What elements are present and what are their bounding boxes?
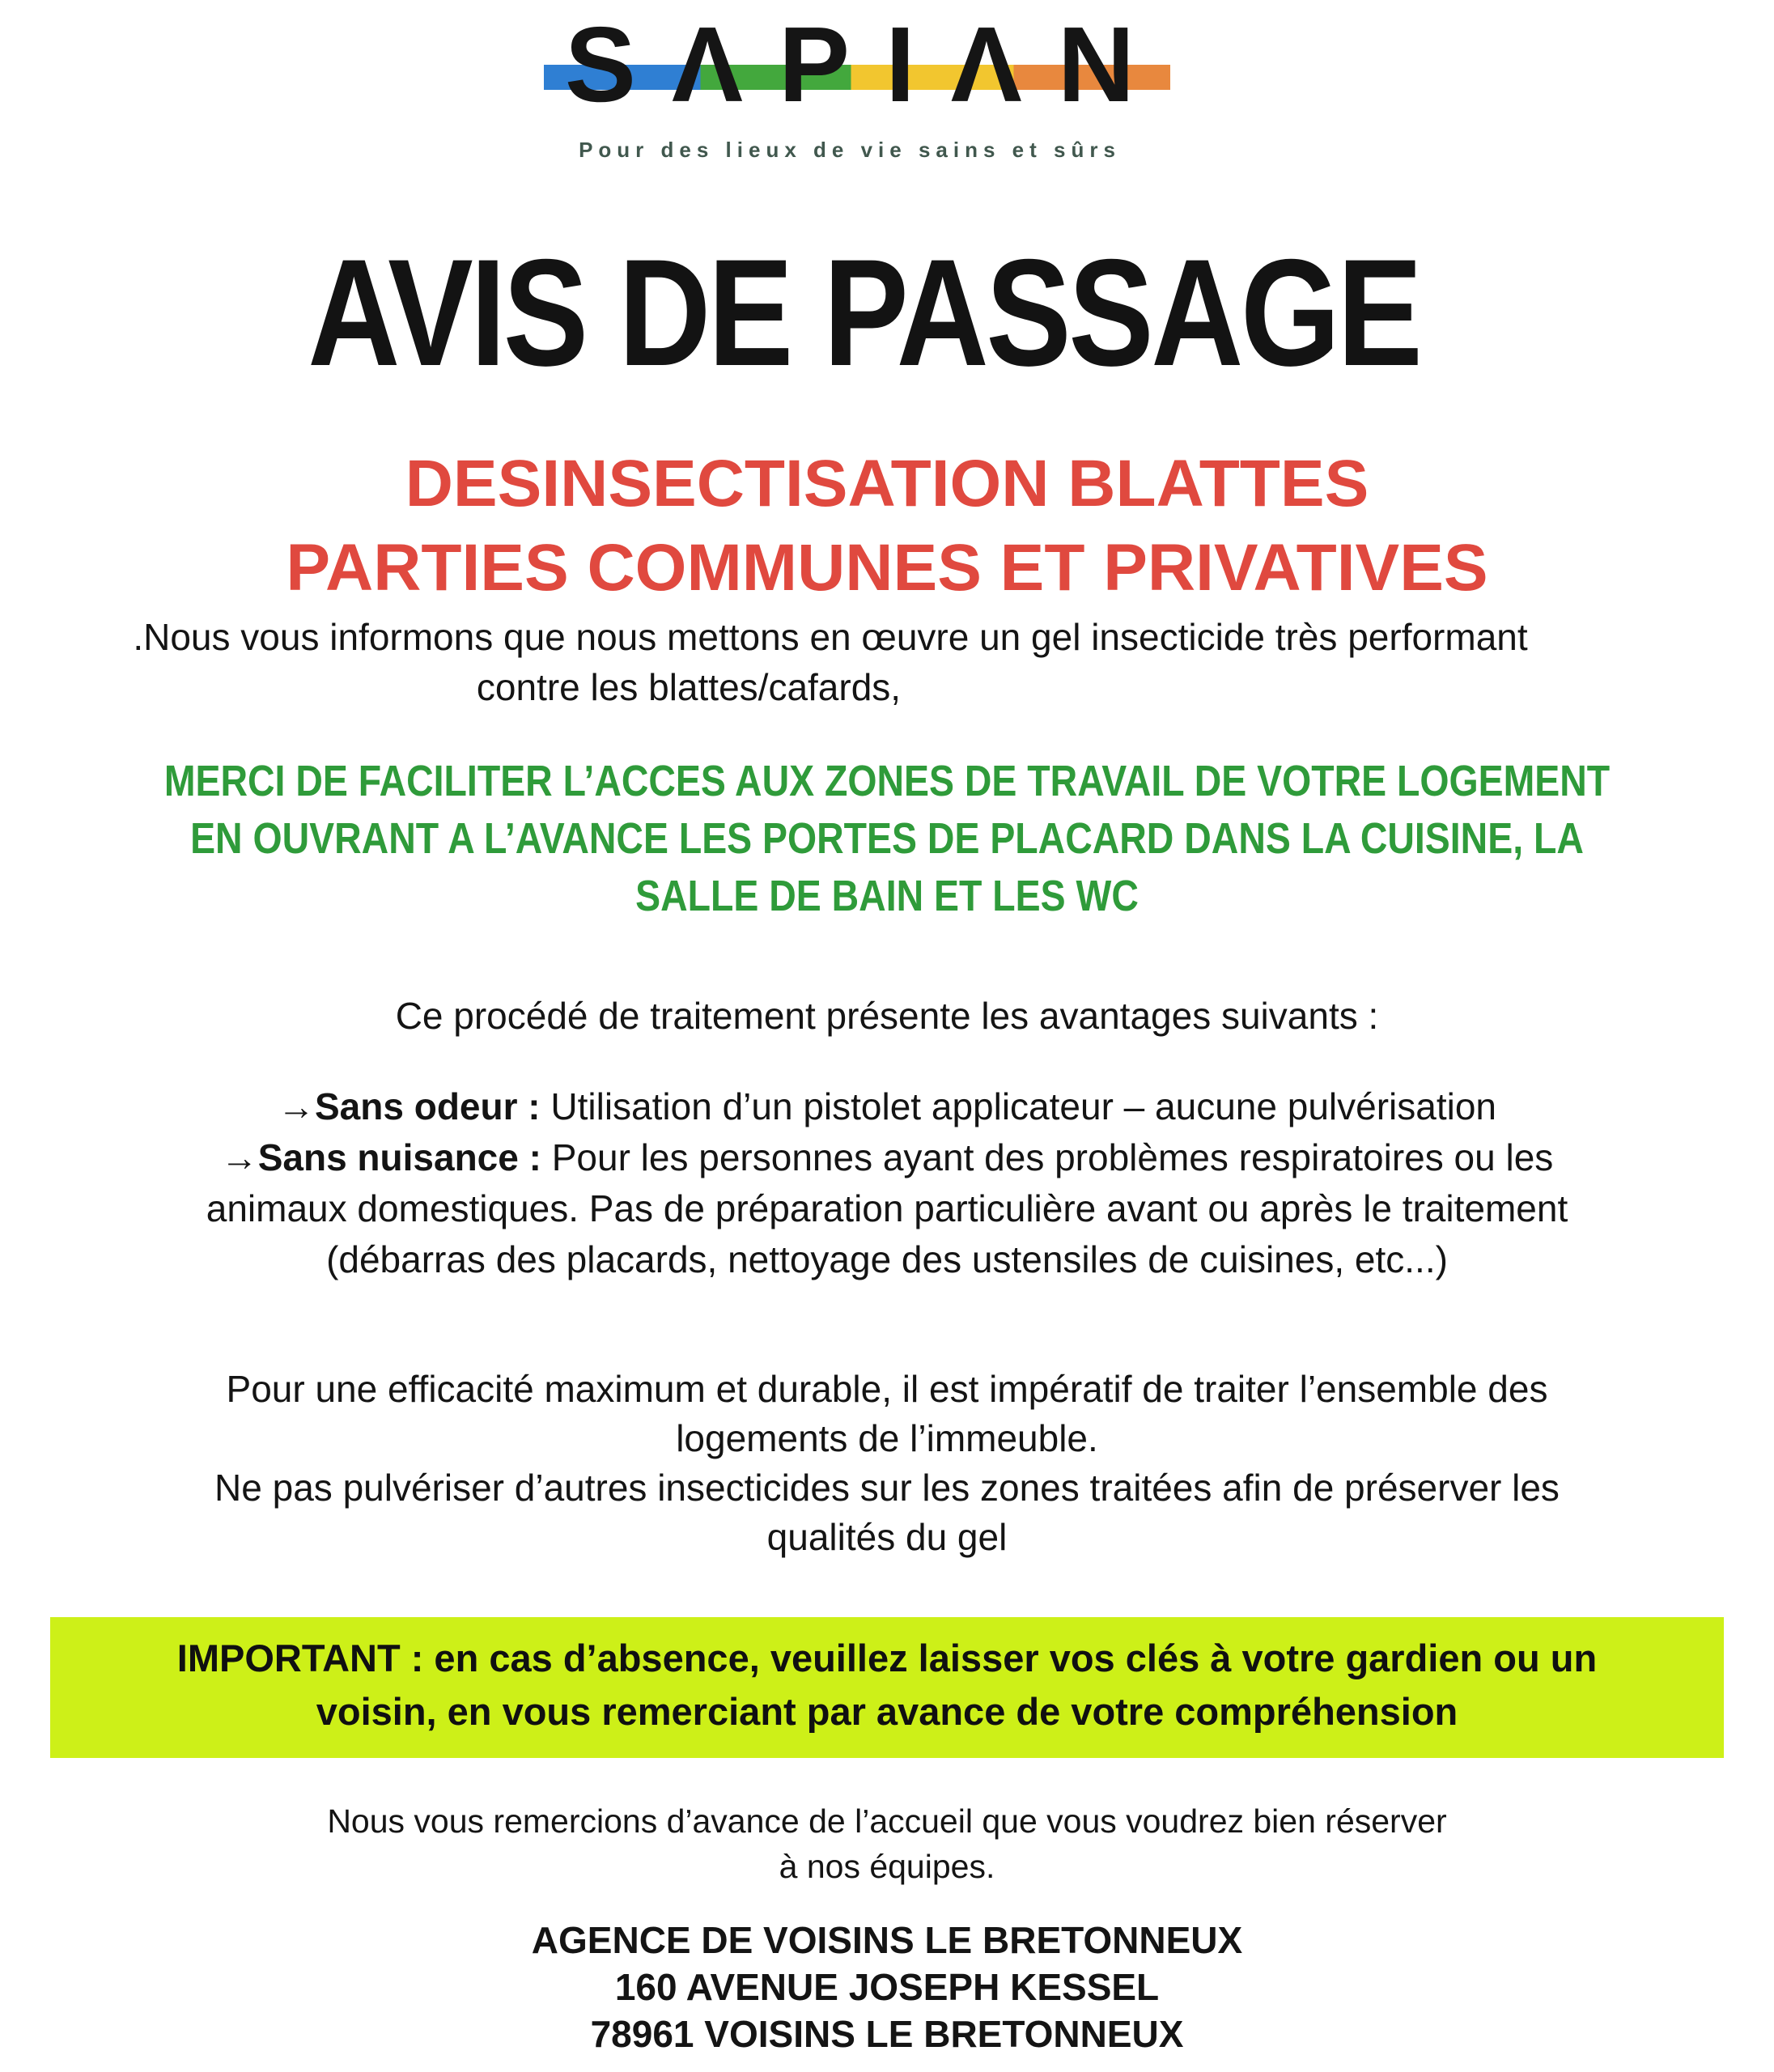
intro-paragraph (0, 612, 1774, 712)
logo-wordmark: SΛPIΛN (564, 5, 1171, 124)
efficacy-line-4: qualités du gel (766, 1516, 1008, 1558)
brand-logo (0, 5, 1774, 124)
advantage-nuisance-text: Pour les personnes ayant des problèmes respiratoires ou les (541, 1136, 1554, 1178)
agency-city: 78961 VOISINS LE BRETONNEUX (590, 2013, 1184, 2055)
advantage-nuisance-line-1 (0, 1132, 1774, 1183)
advantage-odor (0, 1081, 1774, 1132)
important-line-1: IMPORTANT : en cas d’absence, veuillez laisser vos clés à votre gardien ou un (176, 1637, 1598, 1679)
thanks-paragraph (0, 1798, 1774, 1889)
thanks-line-2: à nos équipes. (779, 1848, 995, 1885)
subtitle (0, 442, 1774, 610)
logo-wrap (564, 5, 1171, 124)
advantage-nuisance-label: →Sans nuisance : (220, 1136, 541, 1178)
access-notice (0, 753, 1774, 925)
advantage-odor-text: Utilisation d’un pistolet applicateur – aucune pulvérisation (540, 1085, 1496, 1127)
access-notice-line-2: EN OUVRANT A L’AVANCE LES PORTES DE PLACARD DANS LA CUISINE, LA (190, 814, 1584, 863)
thanks-line-1: Nous vous remercions d’avance de l’accueil que vous voudrez bien réserver (327, 1802, 1447, 1840)
efficacy-line-2: logements de l’immeuble. (676, 1417, 1098, 1459)
advantage-odor-label: →Sans odeur : (278, 1085, 541, 1127)
efficacy-line-3: Ne pas pulvériser d’autres insecticides sur les zones traitées afin de préserver les (214, 1467, 1560, 1509)
agency-name: AGENCE DE VOISINS LE BRETONNEUX (531, 1919, 1243, 1961)
subtitle-line-1: DESINSECTISATION BLATTES (405, 447, 1369, 520)
logo-tagline: Pour des lieux de vie sains et sûrs (579, 138, 1121, 162)
page-title: AVIS DE PASSAGE (308, 227, 1420, 397)
access-notice-line-1: MERCI DE FACILITER L’ACCES AUX ZONES DE TRAVAIL DE VOTRE LOGEMENT (163, 757, 1611, 805)
access-notice-line-3: SALLE DE BAIN ET LES WC (635, 872, 1139, 920)
agency-address (0, 1917, 1774, 2057)
subtitle-line-2: PARTIES COMMUNES ET PRIVATIVES (286, 531, 1488, 605)
efficacy-paragraph (0, 1365, 1774, 1562)
advantages-list (0, 1081, 1774, 1285)
intro-line-2: contre les blattes/cafards, (476, 666, 902, 708)
advantage-nuisance-line-3: (débarras des placards, nettoyage des ustensiles de cuisines, etc...) (326, 1238, 1448, 1280)
important-banner (50, 1617, 1724, 1758)
important-line-2: voisin, en vous remerciant par avance de votre compréhension (316, 1690, 1458, 1733)
advantage-nuisance-line-2: animaux domestiques. Pas de préparation particulière avant ou après le traitement (206, 1187, 1568, 1229)
advantages-heading: Ce procédé de traitement présente les avantages suivants : (395, 995, 1379, 1037)
efficacy-line-1: Pour une efficacité maximum et durable, il est impératif de traiter l’ensemble des (226, 1368, 1548, 1410)
intro-line-1: .Nous vous informons que nous mettons en œuvre un gel insecticide très performant (133, 616, 1528, 658)
agency-street: 160 AVENUE JOSEPH KESSEL (614, 1966, 1160, 2008)
